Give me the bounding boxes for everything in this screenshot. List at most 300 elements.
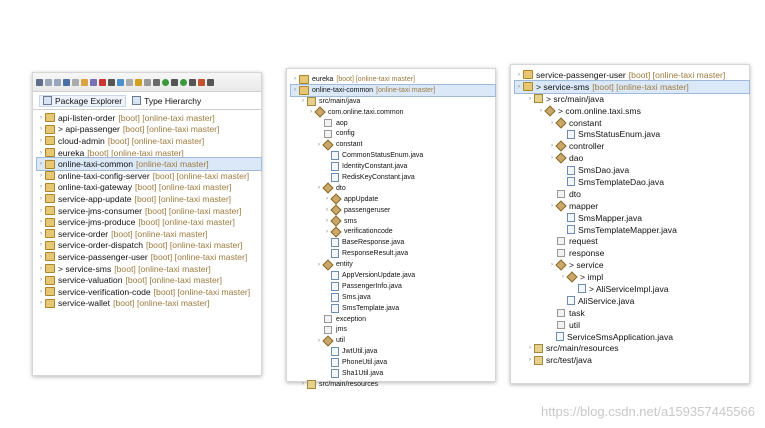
tree-item[interactable]: [291, 172, 495, 183]
project-folder-icon: [45, 136, 55, 145]
expand-toggle-icon[interactable]: ›: [326, 207, 328, 214]
tree-item-label: ResponseResult.java: [342, 250, 409, 258]
expand-toggle-icon[interactable]: ›: [310, 109, 312, 116]
expand-toggle-icon[interactable]: ›: [40, 172, 42, 179]
tree-item[interactable]: [37, 135, 261, 147]
expand-toggle-icon[interactable]: ›: [40, 149, 42, 156]
expand-toggle-icon[interactable]: ›: [529, 357, 531, 364]
git-decoration: [boot] [online-taxi master]: [114, 263, 211, 274]
tree-item[interactable]: [291, 357, 495, 368]
toolbar-icon[interactable]: [144, 79, 151, 86]
tree-item-label: service-jms-produce: [58, 217, 136, 228]
tree-item-label: RedisKeyConstant.java: [342, 173, 415, 181]
tree-item[interactable]: [37, 263, 261, 275]
project-folder-icon: [299, 86, 309, 95]
tree-item[interactable]: [37, 274, 261, 286]
java-file-icon: [331, 282, 339, 291]
eclipse-toolbar: [33, 73, 261, 92]
tree-item[interactable]: [291, 248, 495, 259]
run-icon[interactable]: [162, 79, 169, 86]
tree-item[interactable]: [515, 259, 749, 271]
tree-item-label: > AliServiceImpl.java: [589, 283, 669, 294]
tree-item-label: entity: [336, 261, 353, 269]
toolbar-icon[interactable]: [81, 79, 88, 86]
package-icon: [544, 105, 555, 116]
tree-item[interactable]: [515, 247, 749, 259]
tree-item[interactable]: [515, 271, 749, 283]
tree-item-label: online-taxi-common: [312, 86, 374, 94]
package-explorer-icon: [43, 96, 52, 105]
source-folder-icon: [534, 94, 543, 103]
expand-toggle-icon[interactable]: ›: [40, 219, 42, 226]
tab-type-hierarchy[interactable]: Type Hierarchy: [132, 96, 201, 106]
tree-item[interactable]: [37, 205, 261, 217]
package-icon: [330, 194, 341, 205]
tree-item[interactable]: [515, 176, 749, 188]
empty-package-icon: [324, 119, 332, 127]
tree-item[interactable]: [515, 200, 749, 212]
project-tree: [511, 65, 749, 366]
project-folder-icon: [523, 82, 533, 91]
project-folder-icon: [299, 75, 309, 84]
tree-item[interactable]: [291, 368, 495, 379]
tree-item[interactable]: [515, 81, 749, 93]
expand-toggle-icon[interactable]: ›: [302, 98, 304, 105]
java-file-icon: [331, 358, 339, 367]
tree-item[interactable]: [515, 235, 749, 247]
package-icon: [322, 335, 333, 346]
toolbar-icon[interactable]: [171, 79, 178, 86]
project-folder-icon: [45, 241, 55, 250]
tree-item-label: api-listen-order: [58, 112, 116, 123]
expand-toggle-icon[interactable]: ›: [40, 300, 42, 307]
tree-item-label: > impl: [580, 272, 604, 283]
debug-icon[interactable]: [180, 79, 187, 86]
project-folder-icon: [45, 113, 55, 122]
package-icon: [555, 141, 566, 152]
tree-item[interactable]: [515, 354, 749, 366]
tree-item-label: service-verification-code: [58, 286, 151, 297]
java-file-icon: [331, 162, 339, 171]
tree-item-label: SmsDao.java: [578, 165, 630, 176]
project-tree: [33, 110, 261, 309]
expand-toggle-icon[interactable]: ›: [40, 137, 42, 144]
tree-item-label: AliService.java: [578, 295, 635, 306]
tree-item-label: constant: [569, 117, 602, 128]
empty-package-icon: [557, 237, 565, 245]
tree-item-label: request: [569, 236, 598, 247]
toolbar-icon[interactable]: [198, 79, 205, 86]
tree-item-label: SmsTemplateDao.java: [578, 176, 664, 187]
tree-item[interactable]: [291, 161, 495, 172]
project-tree: [287, 69, 495, 390]
tree-item[interactable]: [37, 193, 261, 205]
toolbar-icon[interactable]: [99, 79, 106, 86]
expand-toggle-icon[interactable]: ›: [551, 143, 553, 150]
expand-toggle-icon[interactable]: ›: [551, 202, 553, 209]
tree-item-label: dto: [569, 188, 581, 199]
tree-item[interactable]: [37, 240, 261, 252]
project-folder-icon: [45, 264, 55, 273]
git-decoration: [boot] [online-taxi master]: [152, 170, 250, 181]
tree-item-label: src/main/resources: [319, 380, 379, 388]
expand-toggle-icon[interactable]: ›: [318, 185, 320, 192]
toolbar-icon[interactable]: [126, 79, 133, 86]
toolbar-icon[interactable]: [108, 79, 115, 86]
tree-item-label: online-taxi-common: [58, 159, 133, 170]
tree-item-label: SmsMapper.java: [578, 212, 643, 223]
tree-item-label: util: [569, 319, 580, 330]
tree-item-label: service-valuation: [58, 275, 123, 286]
package-icon: [555, 117, 566, 128]
expand-toggle-icon[interactable]: ›: [529, 95, 531, 102]
tree-item-label: online-taxi-config-server: [58, 170, 150, 181]
tree-item-label: src/main/resources: [546, 343, 619, 354]
toolbar-icon[interactable]: [72, 79, 79, 86]
package-icon: [314, 106, 325, 117]
expand-toggle-icon[interactable]: ›: [540, 107, 542, 114]
tree-item[interactable]: [291, 205, 495, 216]
tree-item-label: eureka: [312, 75, 334, 83]
git-decoration: [boot] [online-taxi master]: [336, 75, 415, 83]
tree-item[interactable]: [515, 105, 749, 117]
tree-item[interactable]: [291, 107, 495, 118]
common-project-tree-panel: [286, 68, 496, 388]
tree-item[interactable]: [37, 298, 261, 310]
package-icon: [322, 183, 333, 194]
package-icon: [330, 215, 341, 226]
tree-item[interactable]: [291, 183, 495, 194]
expand-toggle-icon[interactable]: ›: [302, 381, 304, 388]
git-decoration: [boot] [online-taxi master]: [113, 298, 210, 309]
toolbar-icon[interactable]: [153, 79, 160, 86]
tree-item-label: CommonStatusEnum.java: [342, 152, 424, 160]
tree-item[interactable]: [515, 295, 749, 307]
project-folder-icon: [45, 125, 55, 134]
project-folder-icon: [45, 252, 55, 261]
tree-item[interactable]: [291, 292, 495, 303]
empty-package-icon: [324, 315, 332, 323]
tree-item-label: > api-passenger: [58, 124, 120, 135]
tree-item-label: constant: [336, 141, 363, 149]
tree-item[interactable]: [291, 237, 495, 248]
tree-item-label: Sha1Util.java: [342, 369, 384, 377]
java-file-icon: [567, 130, 575, 139]
tree-item[interactable]: [515, 117, 749, 129]
git-decoration: [boot] [online-taxi master]: [135, 182, 232, 193]
java-file-icon: [567, 225, 575, 234]
tree-item[interactable]: [291, 194, 495, 205]
tree-item-label: aop: [336, 119, 348, 127]
tree-item[interactable]: [291, 270, 495, 281]
tree-item[interactable]: [515, 319, 749, 331]
tree-item[interactable]: [515, 128, 749, 140]
tree-item[interactable]: [37, 112, 261, 124]
expand-toggle-icon[interactable]: ›: [326, 228, 328, 235]
expand-toggle-icon[interactable]: ›: [518, 71, 520, 78]
tree-item[interactable]: [515, 93, 749, 105]
git-decoration: [boot] [online-taxi master]: [107, 135, 205, 146]
tree-item[interactable]: [291, 259, 495, 270]
java-file-icon: [331, 249, 339, 258]
tree-item[interactable]: [515, 224, 749, 236]
project-folder-icon: [45, 229, 55, 238]
java-file-icon: [567, 296, 575, 305]
expand-toggle-icon[interactable]: ›: [40, 230, 42, 237]
git-decoration: [online-taxi master]: [376, 86, 436, 94]
tree-item-label: mapper: [569, 200, 599, 211]
tree-item-label: SmsTemplateMapper.java: [578, 224, 677, 235]
tree-item-label: service-jms-consumer: [58, 205, 143, 216]
tree-item-label: service-wallet: [58, 298, 111, 309]
tree-item[interactable]: [291, 118, 495, 129]
project-folder-icon: [45, 183, 55, 192]
tree-item[interactable]: [291, 85, 495, 96]
toolbar-icon[interactable]: [117, 79, 124, 86]
source-folder-icon: [534, 344, 543, 353]
tree-item-label: service-order-dispatch: [58, 240, 144, 251]
package-icon: [566, 271, 577, 282]
tree-item[interactable]: [515, 307, 749, 319]
git-decoration: [online-taxi master]: [136, 159, 209, 170]
expand-toggle-icon[interactable]: ›: [318, 141, 320, 148]
expand-toggle-icon[interactable]: ›: [562, 274, 564, 281]
tree-item[interactable]: [515, 331, 749, 343]
expand-toggle-icon[interactable]: ›: [40, 207, 42, 214]
tree-item-label: util: [336, 337, 345, 345]
tree-item[interactable]: [291, 74, 495, 85]
expand-toggle-icon[interactable]: ›: [518, 83, 520, 90]
tree-item[interactable]: [515, 152, 749, 164]
tree-item[interactable]: [37, 158, 261, 170]
git-decoration: [boot] [online-taxi master]: [118, 112, 215, 123]
tree-item[interactable]: [37, 286, 261, 298]
tree-item-label: sms: [344, 217, 357, 225]
view-tabs: [33, 92, 261, 110]
tree-item-label: response: [569, 248, 605, 259]
toolbar-icon[interactable]: [36, 79, 43, 86]
tree-item[interactable]: [515, 212, 749, 224]
tree-item[interactable]: [291, 216, 495, 227]
package-explorer-panel: [32, 72, 262, 376]
tree-item-label: JwtUtil.java: [342, 348, 378, 356]
tree-item-label: cloud-admin: [58, 135, 105, 146]
tree-item[interactable]: [37, 216, 261, 228]
expand-toggle-icon[interactable]: ›: [326, 196, 328, 203]
git-decoration: [boot] [online-taxi master]: [111, 228, 208, 239]
tree-item-label: SmsTemplate.java: [342, 304, 400, 312]
tree-item[interactable]: [291, 139, 495, 150]
tree-item-label: > service-sms: [536, 81, 590, 92]
tree-item-label: AppVersionUpdate.java: [342, 271, 416, 279]
java-file-icon: [331, 151, 339, 160]
empty-package-icon: [557, 309, 565, 317]
package-icon: [322, 259, 333, 270]
package-icon: [555, 153, 566, 164]
tree-item-label: service-app-update: [58, 193, 132, 204]
package-icon: [330, 204, 341, 215]
java-file-icon: [331, 238, 339, 247]
project-folder-icon: [45, 194, 55, 203]
expand-toggle-icon[interactable]: ›: [40, 288, 42, 295]
source-folder-icon: [307, 97, 316, 106]
java-file-icon: [331, 369, 339, 378]
tree-item[interactable]: [37, 124, 261, 136]
tree-item[interactable]: [515, 342, 749, 354]
git-decoration: [boot] [online-taxi master]: [150, 251, 248, 262]
tree-item[interactable]: [291, 96, 495, 107]
tree-item[interactable]: [291, 346, 495, 357]
expand-toggle-icon[interactable]: ›: [40, 277, 42, 284]
project-folder-icon: [45, 206, 55, 215]
sms-project-tree-panel: [510, 64, 750, 384]
tree-item-label: com.online.taxi.common: [328, 108, 404, 116]
tree-item-label: ServiceSmsApplication.java: [567, 331, 674, 342]
tree-item-label: BaseResponse.java: [342, 239, 405, 247]
expand-toggle-icon[interactable]: ›: [40, 265, 42, 272]
tree-item-label: config: [336, 130, 355, 138]
watermark: https://blog.csdn.net/a159357445566: [541, 404, 755, 419]
java-file-icon: [331, 293, 339, 302]
tree-item-label: dao: [569, 153, 584, 164]
expand-toggle-icon[interactable]: ›: [551, 262, 553, 269]
tree-item[interactable]: [291, 324, 495, 335]
empty-package-icon: [557, 190, 565, 198]
project-folder-icon: [45, 148, 55, 157]
tab-package-explorer[interactable]: Package Explorer: [39, 95, 126, 107]
tree-item[interactable]: [291, 303, 495, 314]
tree-item[interactable]: [291, 150, 495, 161]
git-decoration: [boot] [online-taxi master]: [138, 217, 235, 228]
tree-item-label: > com.online.taxi.sms: [558, 105, 641, 116]
tree-item-label: verificationcode: [344, 228, 393, 236]
expand-toggle-icon[interactable]: ›: [529, 345, 531, 352]
tree-item-label: PhoneUtil.java: [342, 359, 388, 367]
tree-item[interactable]: [515, 69, 749, 81]
expand-toggle-icon[interactable]: ›: [40, 126, 42, 133]
expand-toggle-icon[interactable]: ›: [294, 87, 296, 94]
package-icon: [330, 226, 341, 237]
tree-item[interactable]: [291, 226, 495, 237]
java-file-icon: [567, 166, 575, 175]
toolbar-icon[interactable]: [63, 79, 70, 86]
tree-item-label: service-order: [58, 228, 109, 239]
empty-package-icon: [557, 249, 565, 257]
expand-toggle-icon[interactable]: ›: [40, 195, 42, 202]
tree-item[interactable]: [37, 228, 261, 240]
tree-item-label: service-passenger-user: [536, 69, 626, 80]
toolbar-icon[interactable]: [54, 79, 61, 86]
tree-item-label: IdentityConstant.java: [342, 163, 408, 171]
expand-toggle-icon[interactable]: ›: [40, 253, 42, 260]
tree-item-label: SmsStatusEnum.java: [578, 129, 661, 140]
git-decoration: [boot] [online-taxi master]: [125, 275, 222, 286]
project-folder-icon: [45, 160, 55, 169]
tree-item-label: controller: [569, 141, 605, 152]
tree-item[interactable]: [37, 147, 261, 159]
java-file-icon: [331, 304, 339, 313]
tree-item-label: Sms.java: [342, 293, 371, 301]
expand-toggle-icon[interactable]: ›: [294, 76, 296, 83]
tree-item[interactable]: [37, 182, 261, 194]
toolbar-icon[interactable]: [189, 79, 196, 86]
tree-item[interactable]: [515, 188, 749, 200]
java-file-icon: [567, 177, 575, 186]
tree-item-label: > src/main/java: [546, 93, 605, 104]
toolbar-icon[interactable]: [207, 79, 214, 86]
tree-item[interactable]: [291, 128, 495, 139]
tree-item[interactable]: [515, 283, 749, 295]
tree-item-label: > service-sms: [58, 263, 112, 274]
git-decoration: [boot] [online-taxi master]: [628, 69, 726, 80]
tree-item-label: task: [569, 307, 585, 318]
toolbar-icon[interactable]: [45, 79, 52, 86]
java-file-icon: [556, 332, 564, 341]
toolbar-icon[interactable]: [135, 79, 142, 86]
type-hierarchy-icon: [132, 96, 141, 105]
project-folder-icon: [523, 70, 533, 79]
expand-toggle-icon[interactable]: ›: [40, 184, 42, 191]
package-icon: [555, 260, 566, 271]
tree-item-label: service-passenger-user: [58, 251, 148, 262]
git-decoration: [boot] [online-taxi master]: [146, 240, 243, 251]
project-folder-icon: [45, 299, 55, 308]
tree-item-label: eureka: [58, 147, 85, 158]
java-file-icon: [578, 284, 586, 293]
project-folder-icon: [45, 171, 55, 180]
empty-package-icon: [324, 130, 332, 138]
package-icon: [322, 139, 333, 150]
java-file-icon: [331, 347, 339, 356]
tree-item[interactable]: [515, 164, 749, 176]
expand-toggle-icon[interactable]: ›: [40, 114, 42, 121]
expand-toggle-icon[interactable]: ›: [40, 242, 42, 249]
empty-package-icon: [557, 321, 565, 329]
tree-item-label: appUpdate: [344, 195, 379, 203]
git-decoration: [boot] [online-taxi master]: [145, 205, 242, 216]
project-folder-icon: [45, 276, 55, 285]
tree-item-label: > service: [569, 260, 604, 271]
expand-toggle-icon[interactable]: ›: [551, 119, 553, 126]
empty-package-icon: [324, 326, 332, 334]
tree-item[interactable]: [37, 170, 261, 182]
source-folder-icon: [534, 356, 543, 365]
expand-toggle-icon[interactable]: ›: [551, 155, 553, 162]
tree-item-label: PassengerInfo.java: [342, 282, 402, 290]
git-decoration: [boot] [online-taxi master]: [592, 81, 689, 92]
git-decoration: [boot] [online-taxi master]: [122, 124, 220, 135]
tree-item[interactable]: [291, 335, 495, 346]
tree-item[interactable]: [291, 379, 495, 390]
toolbar-icon[interactable]: [90, 79, 97, 86]
expand-toggle-icon[interactable]: ›: [40, 161, 42, 168]
source-folder-icon: [307, 380, 316, 389]
java-file-icon: [331, 173, 339, 182]
tree-item[interactable]: [291, 314, 495, 325]
expand-toggle-icon[interactable]: ›: [318, 261, 320, 268]
tree-item-label: passengeruser: [344, 206, 391, 214]
java-file-icon: [567, 213, 575, 222]
tree-item[interactable]: [37, 251, 261, 263]
expand-toggle-icon[interactable]: ›: [318, 337, 320, 344]
java-file-icon: [331, 271, 339, 280]
tree-item-label: online-taxi-gateway: [58, 182, 133, 193]
git-decoration: [boot] [online-taxi master]: [134, 193, 232, 204]
tree-item[interactable]: [291, 281, 495, 292]
git-decoration: [boot] [online-taxi master]: [87, 147, 184, 158]
expand-toggle-icon[interactable]: ›: [326, 218, 328, 225]
tree-item[interactable]: [515, 140, 749, 152]
